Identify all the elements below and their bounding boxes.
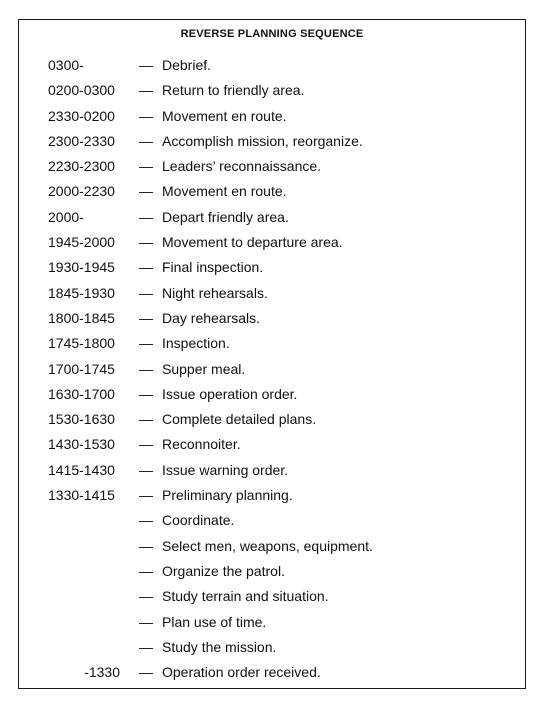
dash-separator: — (139, 436, 153, 453)
dash-separator: — (139, 57, 153, 73)
dash-separator: — (139, 537, 153, 554)
sequence-row (19, 183, 525, 208)
dash-separator: — (139, 183, 153, 200)
task-description: Reconnoiter. (162, 436, 241, 453)
sequence-row (19, 158, 525, 183)
dash-separator: — (139, 107, 153, 124)
time-range: 0200-0300 (48, 82, 115, 99)
task-description: Study the mission. (162, 638, 277, 655)
task-description: Night rehearsals. (162, 284, 268, 301)
dash-separator: — (139, 208, 153, 225)
dash-separator: — (139, 385, 153, 402)
sequence-row (19, 512, 525, 537)
time-range: 1430-1530 (48, 436, 115, 453)
task-description: Final inspection. (162, 259, 264, 276)
sequence-row (19, 82, 525, 107)
dash-separator: — (139, 284, 153, 301)
sequence-row (19, 487, 525, 512)
sequence-list (19, 57, 525, 689)
sequence-row (19, 538, 525, 563)
sequence-row (19, 234, 525, 259)
dash-separator: — (139, 309, 153, 326)
sequence-row (19, 310, 525, 335)
sequence-row (19, 259, 525, 284)
dash-separator: — (139, 259, 153, 276)
sequence-row (19, 133, 525, 158)
task-description: Operation order received. (162, 664, 321, 681)
task-description: Supper meal. (162, 360, 246, 377)
task-description: Movement en route. (162, 183, 287, 200)
sequence-row (19, 411, 525, 436)
task-description: Return to friendly area. (162, 82, 305, 99)
sequence-row (19, 436, 525, 461)
dash-separator: — (139, 512, 153, 529)
dash-separator: — (139, 360, 153, 377)
task-description: Depart friendly area. (162, 208, 289, 225)
task-description: Complete detailed plans. (162, 411, 317, 428)
sequence-row (19, 462, 525, 487)
time-range: 1530-1630 (48, 411, 115, 428)
sequence-row (19, 664, 525, 689)
task-description: Issue operation order. (162, 385, 298, 402)
task-description: Accomplish mission, reorganize. (162, 132, 363, 149)
dash-separator: — (139, 234, 153, 251)
task-description: Select men, weapons, equipment. (162, 537, 373, 554)
time-range: 2330-0200 (48, 107, 115, 124)
time-range: 2000- (48, 208, 84, 225)
task-description: Debrief. (162, 57, 212, 73)
sequence-row (19, 614, 525, 639)
sequence-row (19, 639, 525, 664)
task-description: Issue warning order. (162, 461, 289, 478)
sequence-row (19, 285, 525, 310)
sequence-row (19, 108, 525, 133)
time-range: 1415-1430 (48, 461, 115, 478)
time-range: 0300- (48, 57, 84, 73)
task-description: Day rehearsals. (162, 309, 261, 326)
task-description: Coordinate. (162, 512, 235, 529)
dash-separator: — (139, 411, 153, 428)
dash-separator: — (139, 664, 153, 681)
sequence-row (19, 361, 525, 386)
dash-separator: — (139, 638, 153, 655)
dash-separator: — (139, 461, 153, 478)
time-range: 1800-1845 (48, 309, 115, 326)
task-description: Leaders’ reconnaissance. (162, 158, 322, 175)
dash-separator: — (139, 132, 153, 149)
task-description: Plan use of time. (162, 613, 267, 630)
time-range: 1845-1930 (48, 284, 115, 301)
task-description: Preliminary planning. (162, 487, 293, 504)
time-range: 1330-1415 (48, 487, 115, 504)
time-range: 1945-2000 (48, 234, 115, 251)
sequence-row (19, 209, 525, 234)
dash-separator: — (139, 588, 153, 605)
dash-separator: — (139, 82, 153, 99)
time-range: 2300-2330 (48, 132, 115, 149)
dash-separator: — (139, 335, 153, 352)
sequence-row (19, 57, 525, 82)
time-range: 1700-1745 (48, 360, 115, 377)
task-description: Movement to departure area. (162, 234, 343, 251)
planning-sequence-table (18, 19, 526, 689)
task-description: Study terrain and situation. (162, 588, 329, 605)
dash-separator: — (139, 562, 153, 579)
sequence-row (19, 386, 525, 411)
sequence-row (19, 588, 525, 613)
time-range: 2230-2300 (48, 158, 115, 175)
table-title: REVERSE PLANNING SEQUENCE (180, 28, 364, 40)
sequence-row (19, 563, 525, 588)
time-range: 1930-1945 (48, 259, 115, 276)
task-description: Movement en route. (162, 107, 287, 124)
task-description: Organize the patrol. (162, 562, 285, 579)
time-range: 1630-1700 (48, 385, 115, 402)
dash-separator: — (139, 613, 153, 630)
task-description: Inspection. (162, 335, 230, 352)
time-range: 2000-2230 (48, 183, 115, 200)
dash-separator: — (139, 487, 153, 504)
dash-separator: — (139, 158, 153, 175)
time-range: 1745-1800 (48, 335, 115, 352)
time-range: -1330 (84, 664, 120, 681)
sequence-row (19, 335, 525, 360)
